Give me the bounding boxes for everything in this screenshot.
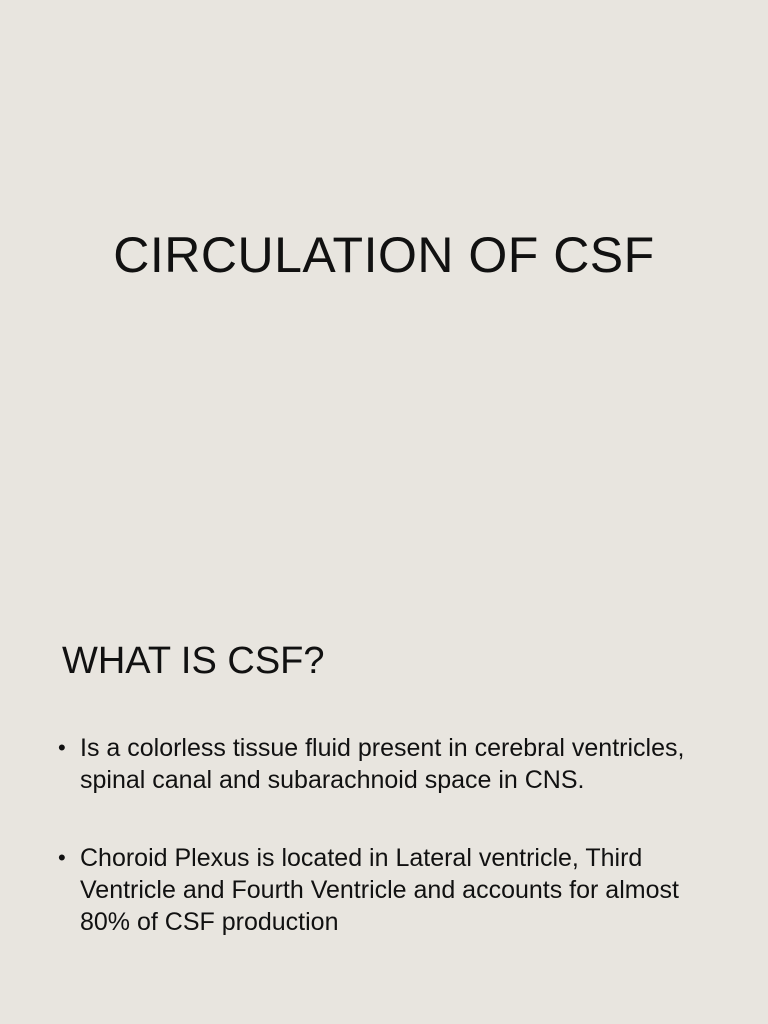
slide-title: CIRCULATION OF CSF — [113, 227, 655, 283]
bullet-item — [58, 732, 708, 796]
bullet-icon: • — [58, 845, 66, 870]
content-slide — [0, 576, 768, 1024]
bullet-text: Is a colorless tissue fluid present in cerebral ventricles, spinal canal and subarachnoid space in CNS. — [80, 734, 685, 794]
bullet-icon: • — [58, 735, 66, 760]
bullet-item — [58, 842, 708, 938]
bullet-list — [58, 732, 708, 984]
bullet-text: Choroid Plexus is located in Lateral ventricle, Third Ventricle and Fourth Ventricle and accounts for almost 80% of CSF production — [80, 844, 679, 936]
slide-heading: WHAT IS CSF? — [62, 640, 325, 682]
